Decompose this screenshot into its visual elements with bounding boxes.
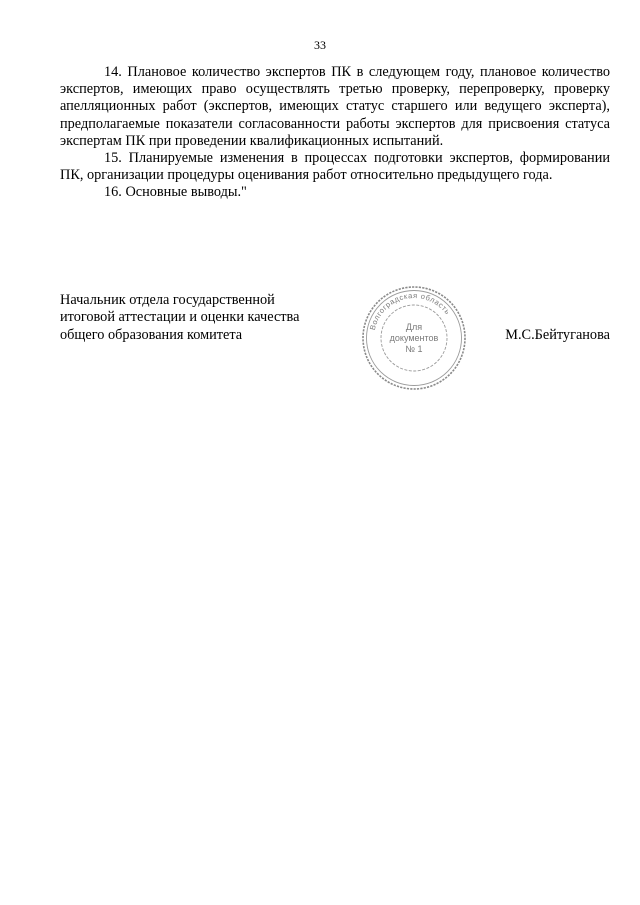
position-line-1: Начальник отдела государственной [60, 292, 275, 308]
stamp-ring-text: Волгоградская область [367, 290, 453, 332]
official-stamp [360, 284, 468, 392]
page-number: 33 [314, 38, 326, 52]
paragraph-15: 15. Планируемые изменения в процессах подготовки экспертов, формировании ПК, организации процедуры оценивания работ относительно предыдущего года. [60, 150, 610, 184]
position-line-3: общего образования комитета [60, 326, 243, 343]
stamp-inner-line-3: № 1 [405, 344, 423, 354]
stamp-seal-icon [360, 284, 468, 392]
document-body [60, 64, 610, 202]
stamp-inner-line-1: Для [405, 322, 423, 332]
paragraph-14: 14. Плановое количество экспертов ПК в следующем году, плановое количество экспертов, имеющих право осуществлять третью проверку, перепроверку, проверку апелляционных работ (экспертов, имеющих статус старшего или ведущего эксперта), предполагаемые показатели согласованности работы экспертов для присвоения статуса экспертам ПК при проведении квалификационных испытаний. [60, 64, 610, 149]
paragraph-16: 16. Основные выводы." [104, 184, 247, 201]
stamp-inner-line-2: документов [389, 333, 439, 343]
signatory-position [60, 292, 310, 344]
position-line-2: итоговой аттестации и оценки качества [60, 309, 300, 326]
signatory-name: М.С.Бейтуганова [505, 327, 610, 343]
